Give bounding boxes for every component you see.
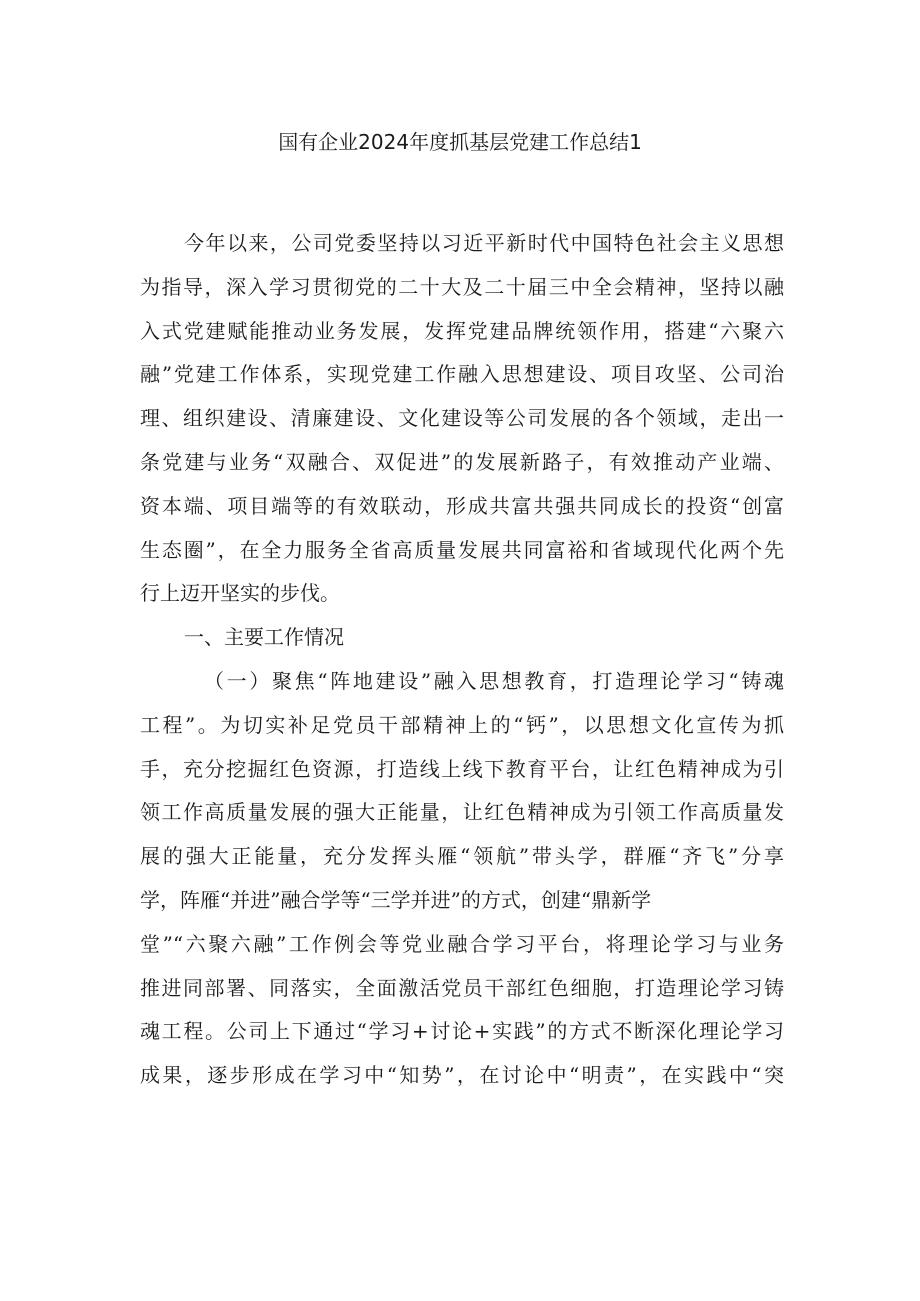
- paragraph-line: 资本端、项目端等的有效联动，形成共富共强共同成长的投资“创富: [140, 493, 784, 518]
- subsection-heading-line: （一）聚焦“阵地建设”融入思想教育，打造理论学习“铸魂: [204, 668, 784, 693]
- paragraph-line: 展的强大正能量，充分发挥头雁“领航”带头学，群雁“齐飞”分享: [140, 844, 784, 869]
- paragraph-line: 领工作高质量发展的强大正能量，让红色精神成为引领工作高质量发: [140, 800, 784, 825]
- paragraph-line: 行上迈开坚实的步伐。: [140, 581, 340, 606]
- paragraph-line: 成果，逐步形成在学习中“知势”，在讨论中“明责”，在实践中“突: [140, 1063, 784, 1088]
- paragraph-line: 今年以来，公司党委坚持以习近平新时代中国特色社会主义思想: [184, 231, 784, 255]
- paragraph-line: 为指导，深入学习贯彻党的二十大及二十届三中全会精神，坚持以融: [140, 274, 784, 299]
- paragraph-line: 推进同部署、同落实，全面激活党员干部红色细胞，打造理论学习铸: [140, 975, 784, 1000]
- document-body: [140, 222, 784, 1098]
- paragraph-line: 融”党建工作体系，实现党建工作融入思想建设、项目攻坚、公司治: [140, 362, 784, 387]
- paragraph-line: 魂工程。公司上下通过“学习+讨论+实践”的方式不断深化理论学习: [140, 1019, 784, 1044]
- paragraph-line: 堂”“六聚六融”工作例会等党业融合学习平台，将理论学习与业务: [140, 931, 784, 956]
- document-title: 国有企业2024年度抓基层党建工作总结1: [278, 130, 642, 154]
- paragraph-line: 生态圈”，在全力服务全省高质量发展共同富裕和省域现代化两个先: [140, 537, 784, 562]
- paragraph-line: 条党建与业务“双融合、双促进”的发展新路子，有效推动产业端、: [140, 449, 784, 474]
- paragraph-line: 理、组织建设、清廉建设、文化建设等公司发展的各个领域，走出一: [140, 406, 784, 431]
- section-heading: 一、主要工作情况: [184, 625, 344, 650]
- paragraph-line: 手，充分挖掘红色资源，打造线上线下教育平台，让红色精神成为引: [140, 756, 784, 781]
- paragraph-line: 工程”。为切实补足党员干部精神上的“钙”，以思想文化宣传为抓: [140, 712, 784, 737]
- paragraph-line: 入式党建赋能推动业务发展，发挥党建品牌统领作用，搭建“六聚六: [140, 318, 784, 343]
- paragraph-line: 学，阵雁“并进”融合学等“三学并进”的方式，创建“鼎新学: [140, 887, 652, 912]
